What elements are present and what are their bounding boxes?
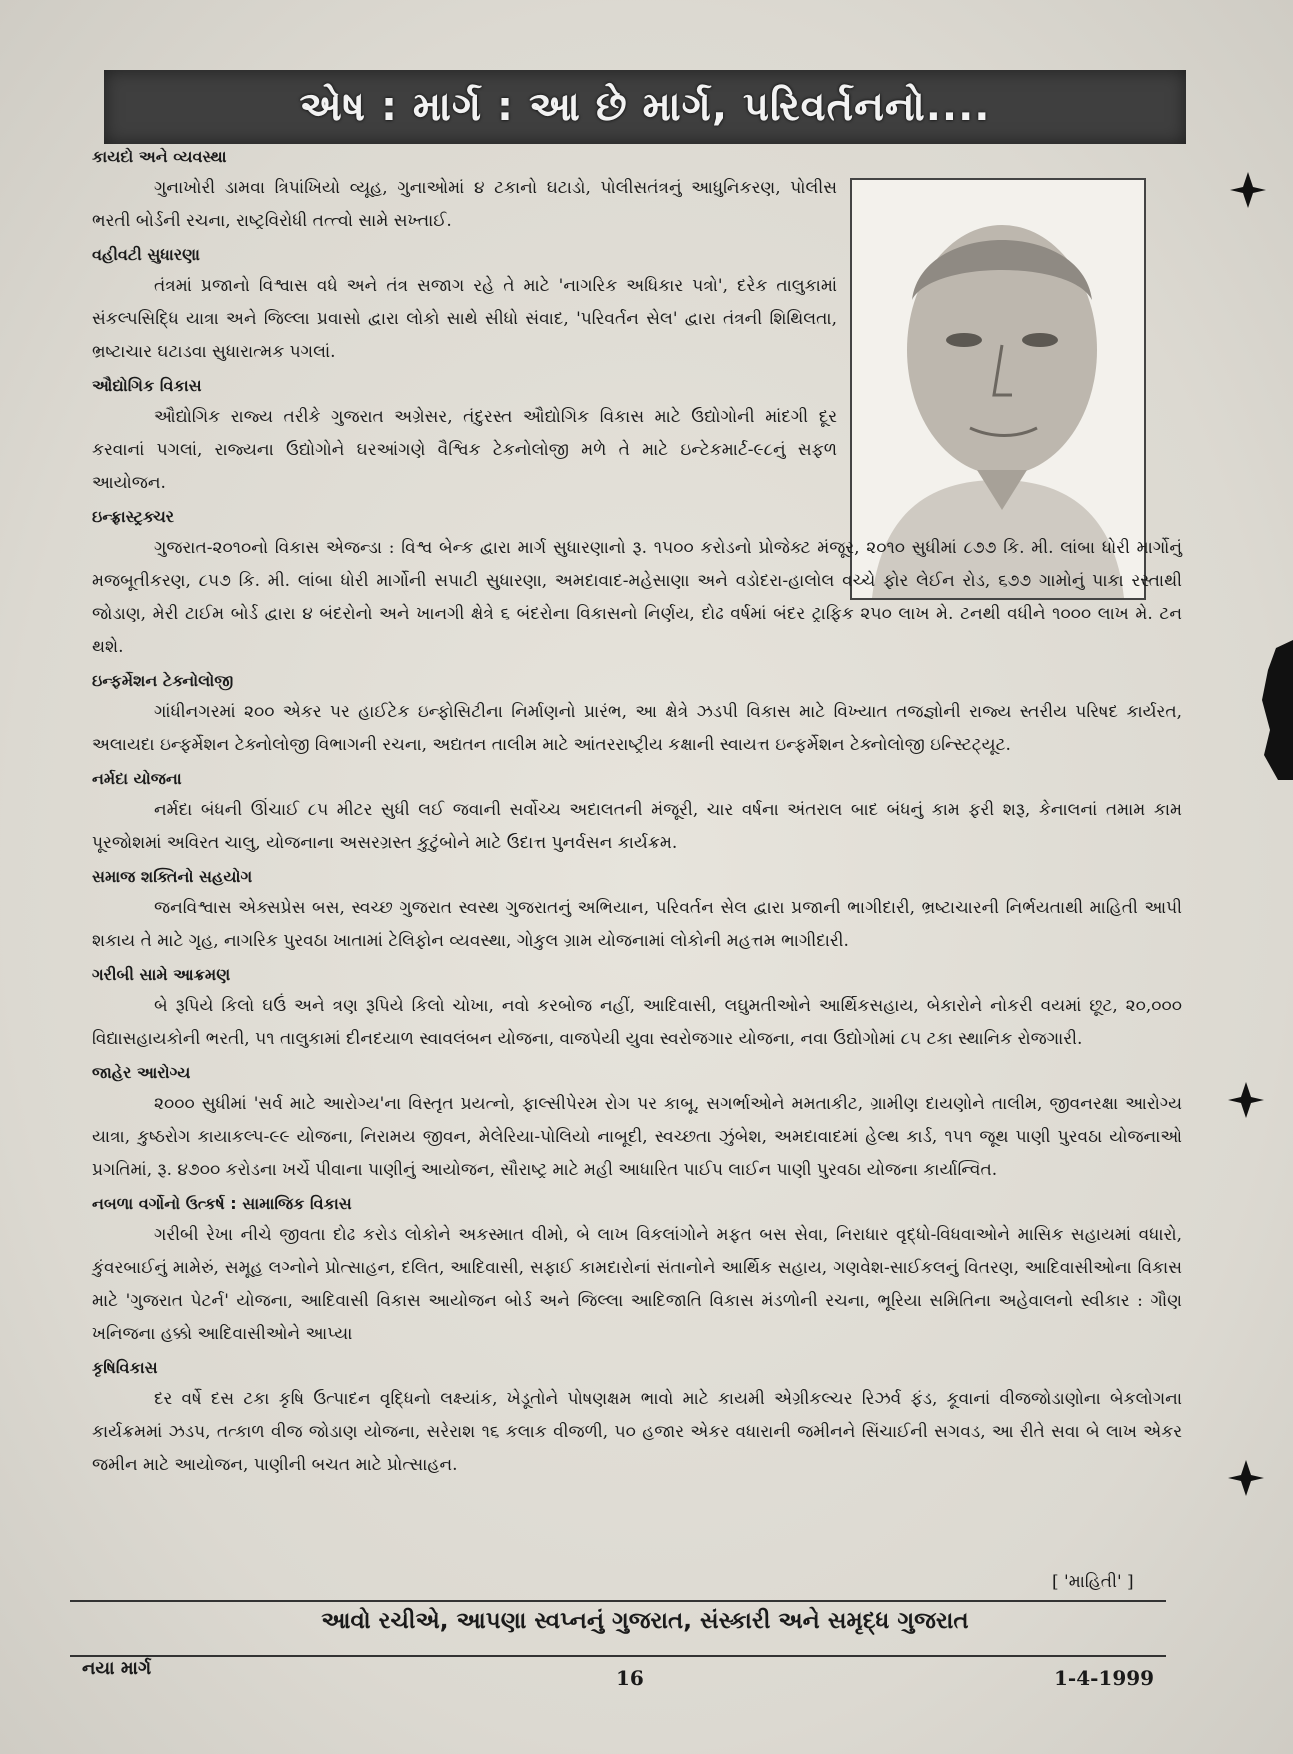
- article-top-column: [92, 142, 837, 532]
- section-heading: સમાજ શક્તિનો સહયોગ: [92, 867, 253, 886]
- section-heading: ઇન્ફર્મેશન ટેક્નોલોજી: [92, 671, 234, 690]
- section-heading: નબળા વર્ગોનો ઉત્કર્ષ : સામાજિક વિકાસ: [92, 1194, 352, 1213]
- section-heading: ઔદ્યોગિક વિકાસ: [92, 376, 202, 395]
- section-heading: જાહેર આરોગ્ય: [92, 1063, 191, 1082]
- divider-top: [70, 1600, 1166, 1602]
- section-heading: કાયદો અને વ્યવસ્થા: [92, 147, 227, 166]
- section-text: ગરીબી રેખા નીચે જીવતા દોઢ કરોડ લોકોને અકસ્માત વીમો, બે લાખ વિકલાંગોને મફત બસ સેવા, નિરાધાર વૃદ્ધો-વિધવાઓને માસિક સહાયમાં વધારો, કુંવરબાઈનું મામેરું, સમૂહ લગ્નોને પ્રોત્સાહન, દલિત, આદિવાસી, સફાઈ કામદારોનાં સંતાનોને આર્થિક સહાય, ગણવેશ-સાઈકલનું વિતરણ, આદિવાસીઓના વિકાસ માટે 'ગુજરાત પેટર્ન' યોજના, આદિવાસી વિકાસ આયોજન બોર્ડ અને જિલ્લા આદિજાતિ વિકાસ મંડળોની રચના, ભૂરિયા સમિતિના અહેવાલનો સ્વીકાર : ગૌણ ખનિજના હક્કો આદિવાસીઓને આપ્યા: [92, 1225, 1182, 1344]
- section-text: તંત્રમાં પ્રજાનો વિશ્વાસ વધે અને તંત્ર સજાગ રહે તે માટે 'નાગરિક અધિકાર પત્રો', દરેક તાલુકામાં સંકલ્પસિદ્ધિ યાત્રા અને જિલ્લા પ્રવાસો દ્વારા લોકો સાથે સીધો સંવાદ, 'પરિવર્તન સેલ' દ્વારા તંત્રની શિથિલતા, ભ્રષ્ટાચાર ઘટાડવા સુધારાત્મક પગલાં.: [92, 276, 837, 362]
- section-heading: વહીવટી સુધારણા: [92, 245, 200, 264]
- section-text: નર્મદા બંધની ઊંચાઈ ૮૫ મીટર સુધી લઈ જવાની સર્વોચ્ચ અદાલતની મંજૂરી, ચાર વર્ષના અંતરાલ બાદ બંધનું કામ ફરી શરૂ, કેનાલનાં તમામ કામ પૂરજોશમાં અવિરત ચાલુ, યોજનાના અસરગ્રસ્ત કુટુંબોને માટે ઉદાત્ત પુનર્વસન કાર્યક્રમ.: [92, 800, 1182, 853]
- divider-footer: [70, 1655, 1166, 1657]
- section-text: ગાંધીનગરમાં ૨૦૦ એકર પર હાઈટેક ઇન્ફોસિટીના નિર્માણનો પ્રારંભ, આ ક્ષેત્રે ઝડપી વિકાસ માટે વિખ્યાત તજજ્ઞોની રાજ્ય સ્તરીય પરિષદ કાર્યરત, અલાયદા ઇન્ફર્મેશન ટેક્નોલોજી વિભાગની રચના, અદ્યતન તાલીમ માટે આંતરરાષ્ટ્રીય કક્ષાની સ્વાયત્ત ઇન્ફર્મેશન ટેક્નોલોજી ઇન્સ્ટિટ્યૂટ.: [92, 702, 1182, 755]
- section-text: ગુનાખોરી ડામવા ત્રિપાંખિયો વ્યૂહ, ગુનાઓમાં ૪ ટકાનો ઘટાડો, પોલીસતંત્રનું આધુનિકરણ, પોલીસ ભરતી બોર્ડની રચના, રાષ્ટ્રવિરોધી તત્ત્વો સામે સખ્તાઈ.: [92, 178, 837, 231]
- section-heading: નર્મદા યોજના: [92, 769, 182, 788]
- punch-mark-icon: [1228, 170, 1268, 210]
- punch-mark-icon: [1226, 1458, 1266, 1498]
- slogan: આવો રચીએ, આપણા સ્વપ્નનું ગુજરાત, સંસ્કારી અને સમૃદ્ધ ગુજરાત: [321, 1608, 969, 1634]
- section-text: બે રૂપિયે કિલો ઘઉં અને ત્રણ રૂપિયે કિલો ચોખા, નવો કરબોજ નહીં, આદિવાસી, લઘુમતીઓને આર્થિકસહાય, બેકારોને નોકરી વયમાં છૂટ, ૨૦,૦૦૦ વિદ્યાસહાયકોની ભરતી, ૫૧ તાલુકામાં દીનદયાળ સ્વાવલંબન યોજના, વાજપેયી યુવા સ્વરોજગાર યોજના, નવા ઉદ્યોગોમાં ૮૫ ટકા સ્થાનિક રોજગારી.: [92, 996, 1182, 1049]
- section-text: ઔદ્યોગિક રાજ્ય તરીકે ગુજરાત અગ્રેસર, તંદુરસ્ત ઔદ્યોગિક વિકાસ માટે ઉદ્યોગોની માંદગી દૂર કરવાનાં પગલાં, રાજ્યના ઉદ્યોગોને ઘરઆંગણે વૈશ્વિક ટેકનોલોજી મળે તે માટે ઇન્ટેકમાર્ટ-૯૮નું સફળ આયોજન.: [92, 407, 837, 493]
- section-heading: કૃષિવિકાસ: [92, 1358, 158, 1377]
- title-banner: [104, 70, 1186, 144]
- section-text: ૨૦૦૦ સુધીમાં 'સર્વ માટે આરોગ્ય'ના વિસ્તૃત પ્રયત્નો, ફાલ્સીપેરમ રોગ પર કાબૂ, સગર્ભાઓને મમતાકીટ, ગ્રામીણ દાયણોને તાલીમ, જીવનરક્ષા આરોગ્ય યાત્રા, કુષ્ઠરોગ કાયાકલ્પ-૯૯ યોજના, નિરામય જીવન, મેલેરિયા-પોલિયો નાબૂદી, સ્વચ્છતા ઝુંબેશ, અમદાવાદમાં હેલ્થ કાર્ડ, ૧૫૧ જૂથ પાણી પુરવઠા યોજનાઓ પ્રગતિમાં, રૂ. ૪૭૦૦ કરોડના ખર્ચે પીવાના પાણીનું આયોજન, સૌરાષ્ટ્ર માટે મહી આધારિત પાઈપ લાઈન પાણી પુરવઠા યોજના કાર્યાન્વિત.: [92, 1094, 1182, 1180]
- section-text: દર વર્ષે દસ ટકા કૃષિ ઉત્પાદન વૃદ્ધિનો લક્ષ્યાંક, ખેડૂતોને પોષણક્ષમ ભાવો માટે કાયમી એગ્રીકલ્ચર રિઝર્વ ફંડ, કૂવાનાં વીજજોડાણોના બેકલોગના કાર્યક્રમમાં ઝડપ, તત્કાળ વીજ જોડાણ યોજના, સરેરાશ ૧૬ કલાક વીજળી, ૫૦ હજાર એકર વધારાની જમીનને સિંચાઈની સગવડ, આ રીતે સવા બે લાખ એકર જમીન માટે આયોજન, પાણીની બચત માટે પ્રોત્સાહન.: [92, 1389, 1182, 1475]
- section-heading: ઇન્ફ્રાસ્ટ્રક્ચર: [92, 507, 175, 526]
- banner-title: એષ : માર્ગ : આ છે માર્ગ, પરિવર્તનનો....: [299, 84, 991, 130]
- issue-date: 1-4-1999: [1054, 1666, 1155, 1690]
- source-credit: [ 'માહિતી' ]: [1052, 1572, 1134, 1592]
- section-text: ગુજરાત-૨૦૧૦નો વિકાસ એજન્ડા : વિશ્વ બેન્ક દ્વારા માર્ગ સુધારણાનો રૂ. ૧૫૦૦ કરોડનો પ્રોજેક્ટ મંજૂર, ૨૦૧૦ સુધીમાં ૮૭૭ કિ. મી. લાંબા ધોરી માર્ગોનું મજબૂતીકરણ, ૮૫૭ કિ. મી. લાંબા ધોરી માર્ગોની સપાટી સુધારણા, અમદાવાદ-મહેસાણા અને વડોદરા-હાલોલ વચ્ચે ફોર લેઈન રોડ, ૬૭૭ ગામોનું પાકા રસ્તાથી જોડાણ, મેરી ટાઈમ બોર્ડ દ્વારા ૪ બંદરોનો અને ખાનગી ક્ષેત્રે ૬ બંદરોના વિકાસનો નિર્ણય, દોઢ વર્ષમાં બંદર ટ્રાફિક ૨૫૦ લાખ મે. ટનથી વધીને ૧૦૦૦ લાખ મે. ટન થશે.: [92, 538, 1182, 657]
- section-text: જનવિશ્વાસ એક્સપ્રેસ બસ, સ્વચ્છ ગુજરાત સ્વસ્થ ગુજરાતનું અભિયાન, પરિવર્તન સેલ દ્વારા પ્રજાની ભાગીદારી, ભ્રષ્ટાચારની નિર્ભયતાથી માહિતી આપી શકાય તે માટે ગૃહ, નાગરિક પુરવઠા ખાતામાં ટેલિફોન વ્યવસ્થા, ગોકુલ ગ્રામ યોજનામાં લોકોની મહત્તમ ભાગીદારી.: [92, 898, 1182, 951]
- article-body: [92, 140, 1182, 1482]
- punch-mark-icon: [1226, 1080, 1266, 1120]
- torn-edge-damage: [1258, 640, 1293, 780]
- page-number: 16: [616, 1666, 644, 1690]
- section-heading: ગરીબી સામે આક્રમણ: [92, 965, 231, 984]
- magazine-name: નયા માર્ગ: [82, 1658, 152, 1679]
